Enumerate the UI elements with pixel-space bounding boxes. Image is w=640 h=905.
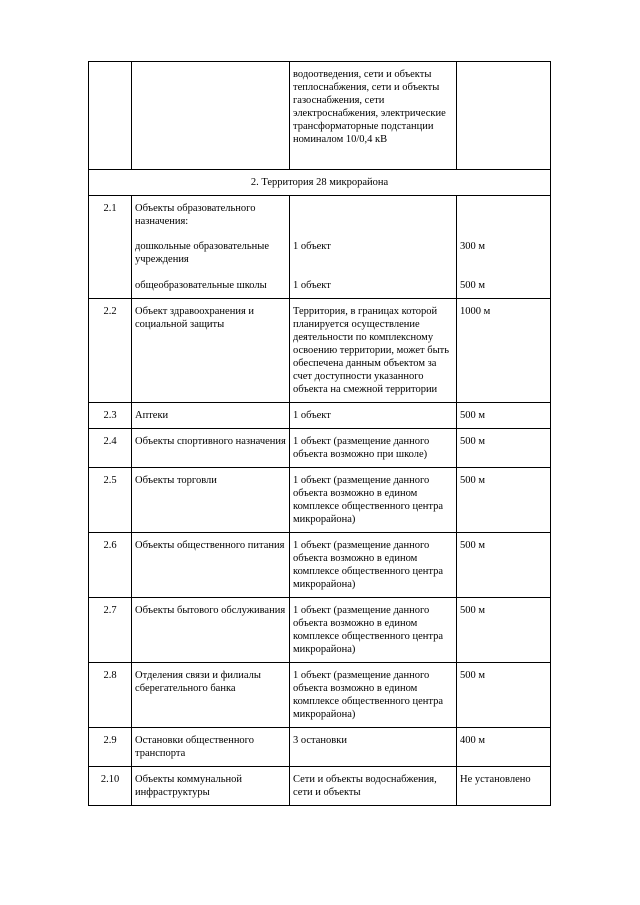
row-number: 2.7 — [89, 598, 132, 663]
object-name: Аптеки — [132, 403, 290, 429]
table-body — [89, 299, 551, 806]
section-title: 2. Территория 28 микрорайона — [89, 170, 551, 196]
object-capacity: Территория, в границах которой планируется осуществление деятельности по комплексному освоению территории, может быть обеспечена данным объектом за счет доступности указанного объекта на смежной территории — [290, 299, 457, 403]
object-capacity: 1 объект (размещение данного объекта возможно в едином комплексе общественного центра микрорайона) — [290, 533, 457, 598]
group-title: Объекты образовательного назначения: — [135, 203, 256, 227]
table-row — [89, 663, 551, 728]
object-capacity — [290, 196, 457, 299]
object-capacity: 1 объект (размещение данного объекта возможно в едином комплексе общественного центра микрорайона) — [290, 468, 457, 533]
object-distance: 500 м — [457, 429, 551, 468]
row-number: 2.9 — [89, 728, 132, 767]
object-distance: 500 м — [457, 533, 551, 598]
object-distance: 400 м — [457, 728, 551, 767]
subgroup-capacity: 1 объект — [293, 280, 331, 291]
object-name: Остановки общественного транспорта — [132, 728, 290, 767]
row-number: 2.6 — [89, 533, 132, 598]
object-capacity: 1 объект (размещение данного объекта возможно в едином комплексе общественного центра микрорайона) — [290, 663, 457, 728]
table-row — [89, 468, 551, 533]
row-number: 2.10 — [89, 767, 132, 806]
object-distance — [457, 196, 551, 299]
subgroup-distance: 300 м — [460, 241, 486, 252]
table-row — [89, 767, 551, 806]
object-capacity: 1 объект — [290, 403, 457, 429]
subgroup-capacity: 1 объект — [293, 241, 331, 252]
table-row — [89, 299, 551, 403]
object-name: Объекты коммунальной инфраструктуры — [132, 767, 290, 806]
row-number: 2.2 — [89, 299, 132, 403]
object-name: Объекты общественного питания — [132, 533, 290, 598]
row-number: 2.5 — [89, 468, 132, 533]
object-capacity: 3 остановки — [290, 728, 457, 767]
table-row — [89, 598, 551, 663]
object-capacity: Сети и объекты водоснабжения, сети и объекты — [290, 767, 457, 806]
subgroup-distance: 500 м — [460, 280, 486, 291]
object-distance: 1000 м — [457, 299, 551, 403]
table-row — [89, 728, 551, 767]
section-header-row — [89, 170, 551, 196]
table-row — [89, 403, 551, 429]
object-name: Объект здравоохранения и социальной защиты — [132, 299, 290, 403]
object-capacity: 1 объект (размещение данного объекта возможно в едином комплексе общественного центра микрорайона) — [290, 598, 457, 663]
row-number: 2.4 — [89, 429, 132, 468]
object-name: Объекты торговли — [132, 468, 290, 533]
row-number: 2.8 — [89, 663, 132, 728]
object-distance: Не установлено — [457, 767, 551, 806]
object-capacity: водоотведения, сети и объекты теплоснабжения, сети и объекты газоснабжения, сети электроснабжения, электрические трансформаторные подстанции номиналом 10/0,4 кВ — [290, 62, 457, 170]
object-name: Объекты спортивного назначения — [132, 429, 290, 468]
table-row — [89, 196, 551, 299]
subgroup-name: дошкольные образовательные учреждения — [135, 241, 270, 265]
table-row — [89, 429, 551, 468]
object-name: Отделения связи и филиалы сберегательного банка — [132, 663, 290, 728]
object-capacity: 1 объект (размещение данного объекта возможно при школе) — [290, 429, 457, 468]
object-distance: 500 м — [457, 468, 551, 533]
table-row — [89, 62, 551, 170]
object-name — [132, 62, 290, 170]
subgroup-name: общеобразовательные школы — [135, 280, 267, 291]
standards-table — [88, 61, 551, 806]
row-number — [89, 62, 132, 170]
row-number: 2.1 — [89, 196, 132, 299]
object-name — [132, 196, 290, 299]
row-number: 2.3 — [89, 403, 132, 429]
object-name: Объекты бытового обслуживания — [132, 598, 290, 663]
object-distance — [457, 62, 551, 170]
table-row — [89, 533, 551, 598]
object-distance: 500 м — [457, 403, 551, 429]
object-distance: 500 м — [457, 598, 551, 663]
object-distance: 500 м — [457, 663, 551, 728]
